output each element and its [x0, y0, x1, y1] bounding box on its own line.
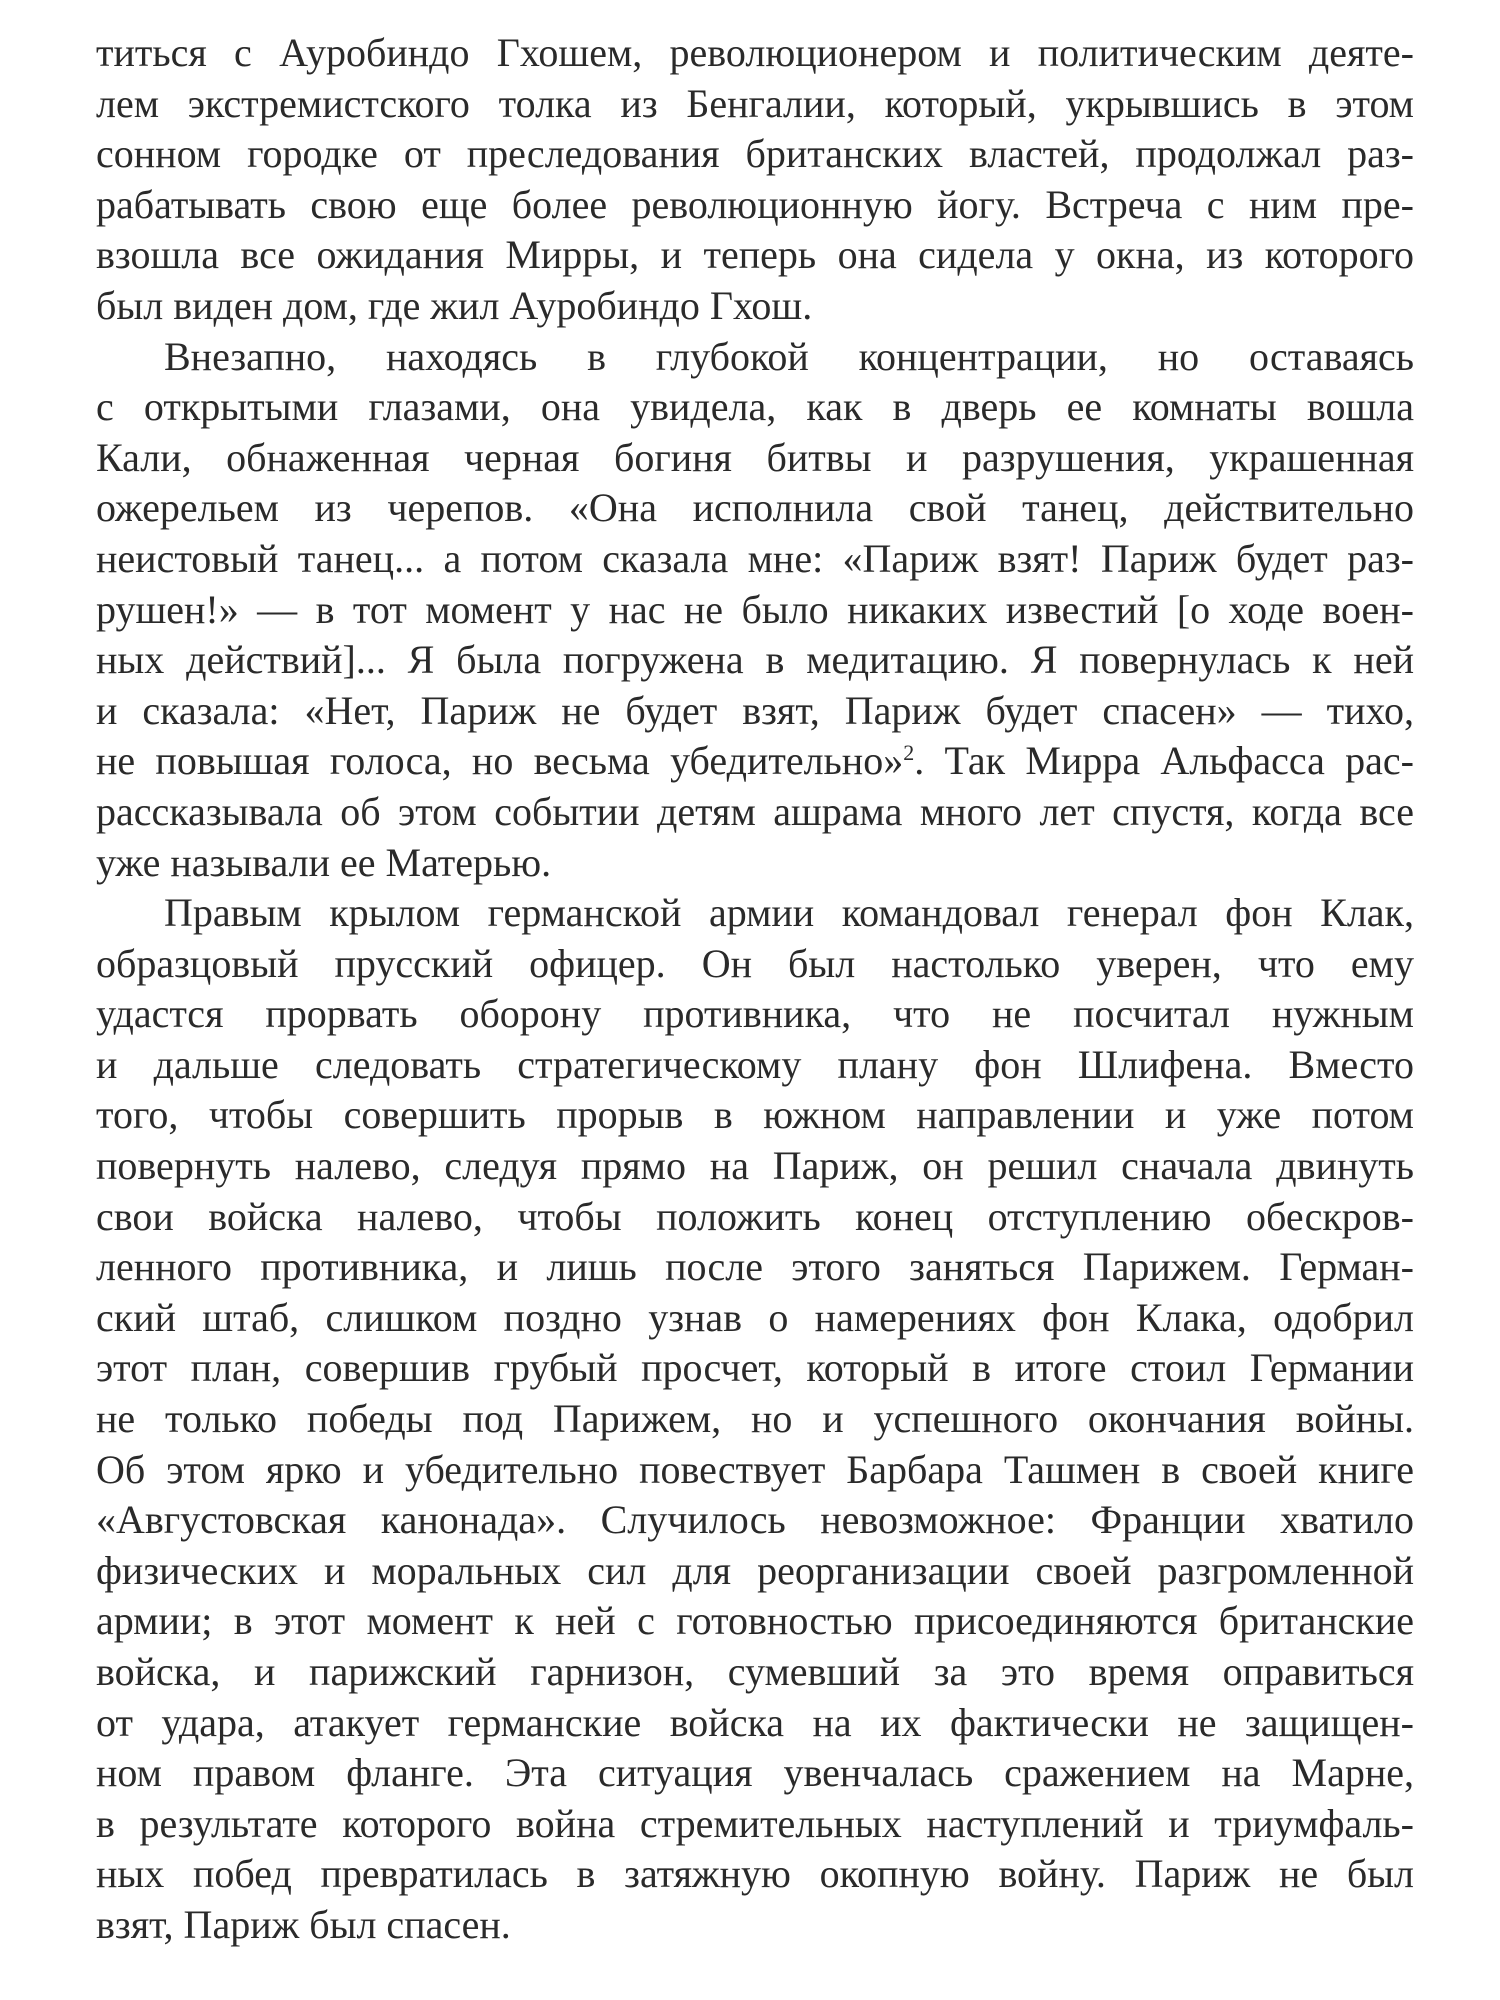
text-line: и дальше следовать стратегическому плану фон Шлифена. Вместо	[96, 1041, 1414, 1087]
text-line: образцовый прусский офицер. Он был настолько уверен, что ему	[96, 940, 1414, 986]
text-line: неистовый танец... а потом сказала мне: «Париж взят! Париж будет раз-	[96, 535, 1414, 581]
text-line: ных действий]... Я была погружена в медитацию. Я повернулась к ней	[96, 637, 1414, 683]
text-line: ский штаб, слишком поздно узнав о намерениях фон Клака, одобрил	[96, 1294, 1414, 1340]
text-line: физических и моральных сил для реорганизации своей разгромленной	[96, 1547, 1414, 1593]
footnote-marker: 2	[903, 740, 915, 766]
text-line: рабатывать свою еще более революционную йогу. Встреча с ним пре-	[96, 181, 1414, 227]
paragraph-1	[96, 28, 1414, 332]
text-line-end: . Так Мирра Альфасса рас-	[914, 738, 1414, 784]
text-line-with-footnote	[96, 736, 1414, 787]
text-line: ленного противника, и лишь после этого заняться Парижем. Герман-	[96, 1244, 1414, 1290]
text-line: не только победы под Парижем, но и успешного окончания войны.	[96, 1396, 1414, 1442]
text-line: уже называли ее Матерью.	[96, 839, 552, 885]
text-line: от удара, атакует германские войска на их фактически не защищен-	[96, 1699, 1414, 1745]
text-line: с открытыми глазами, она увидела, как в дверь ее комнаты вошла	[96, 384, 1414, 430]
text-line: ных побед превратилась в затяжную окопную войну. Париж не был	[96, 1851, 1414, 1897]
text-line: Правым крылом германской армии командовал генерал фон Клак,	[164, 890, 1414, 936]
text-line: взошла все ожидания Мирры, и теперь она сидела у окна, из которого	[96, 232, 1414, 278]
text-line: войска, и парижский гарнизон, сумевший за это время оправиться	[96, 1649, 1414, 1694]
text-line: этот план, совершив грубый просчет, который в итоге стоил Германии	[96, 1345, 1414, 1391]
text-line: в результате которого война стремительных наступлений и триумфаль-	[96, 1800, 1414, 1846]
text-line: был виден дом, где жил Ауробиндо Гхош.	[96, 282, 813, 328]
text-line-start: не повышая голоса, но весьма убедительно»	[96, 738, 904, 784]
text-line: Кали, обнаженная черная богиня битвы и разрушения, украшенная	[96, 434, 1414, 480]
text-line: ном правом фланге. Эта ситуация увенчалась сражением на Марне,	[96, 1750, 1414, 1796]
text-line: лем экстремистского толка из Бенгалии, который, укрывшись в этом	[96, 80, 1414, 126]
text-line: и сказала: «Нет, Париж не будет взят, Париж будет спасен» — тихо,	[96, 687, 1414, 733]
paragraph-2	[96, 332, 1414, 889]
text-line: сонном городке от преследования британских властей, продолжал раз-	[96, 131, 1414, 177]
text-line: взят, Париж был спасен.	[96, 1901, 511, 1947]
text-line: повернуть налево, следуя прямо на Париж, он решил сначала двинуть	[96, 1143, 1414, 1189]
text-line: ожерельем из черепов. «Она исполнила свой танец, действительно	[96, 485, 1414, 531]
document-page	[96, 28, 1414, 1951]
text-line: титься с Ауробиндо Гхошем, революционером и политическим деяте-	[96, 30, 1414, 75]
text-line: рушен!» — в тот момент у нас не было никаких известий [о ходе воен-	[96, 586, 1414, 632]
text-line: Внезапно, находясь в глубокой концентрации, но оставаясь	[164, 333, 1414, 379]
text-line: удастся прорвать оборону противника, что не посчитал нужным	[96, 991, 1414, 1037]
text-line: Об этом ярко и убедительно повествует Барбара Ташмен в своей книге	[96, 1446, 1414, 1492]
text-line: «Августовская канонада». Случилось невозможное: Франции хватило	[96, 1497, 1414, 1543]
text-line: свои войска налево, чтобы положить конец отступлению обескров-	[96, 1193, 1414, 1239]
paragraph-3	[96, 888, 1414, 1950]
text-line: рассказывала об этом событии детям ашрама много лет спустя, когда все	[96, 788, 1414, 834]
text-line: того, чтобы совершить прорыв в южном направлении и уже потом	[96, 1092, 1414, 1138]
text-line: армии; в этот момент к ней с готовностью присоединяются британские	[96, 1598, 1414, 1644]
